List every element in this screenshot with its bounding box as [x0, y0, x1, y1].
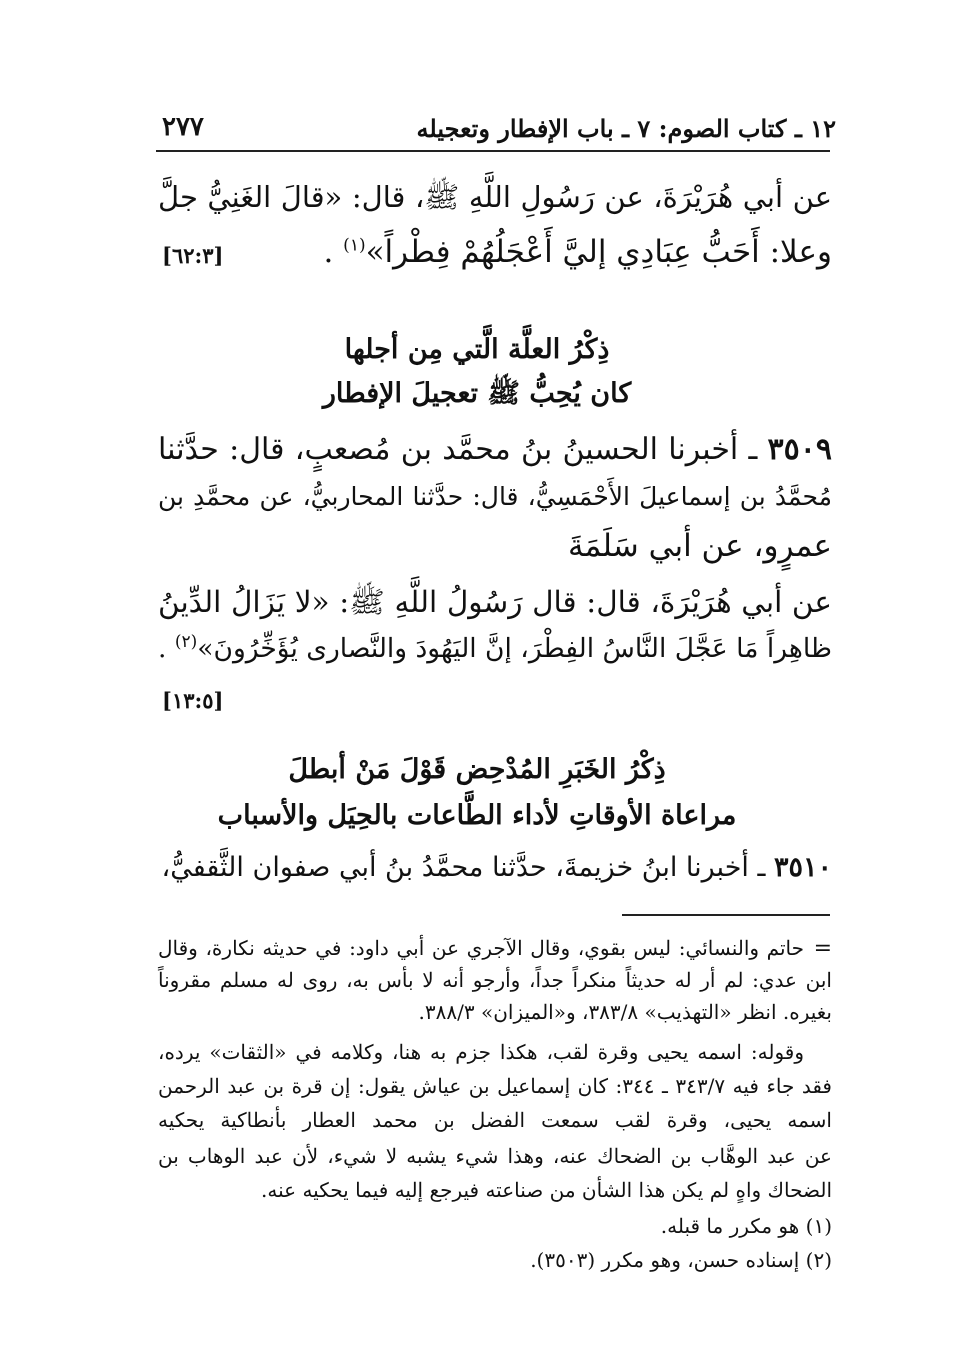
passage2-line2: ظاهِراً مَا عَجَّلَ النَّاسُ الفِطْرَ، إنَّ اليَهُودَ والنَّصارى يُؤَخِّرُونَ»$^{(٢)}$ . [158, 632, 832, 664]
footnote-p2-line1: وقوله: اسمه يحيى وقرة لقب، هكذا جزم به هنا، وكلامه في «الثقات» يرده، [158, 1040, 804, 1064]
reference-62-3: [٦٢:٣] [162, 243, 224, 268]
section-heading-2-line1: ذِكْرُ الخَبَرِ المُدْحِض قَوْلَ مَنْ أبطلَ [288, 754, 666, 785]
hadith-3509-line2: مُحمَّدُ بن إسماعيلَ الأَحْمَسِيُّ، قال: حدَّثنا المحاربيُّ، عن محمَّدِ بن [158, 482, 832, 511]
footnote-p2-line3: اسمه يحيى، وقرة لقب سمعت الفضل بن محمد العطار بأنطاكية يحكيه [158, 1108, 832, 1132]
chapter-header: ١٢ ـ كتاب الصوم: ٧ ـ باب الإفطار وتعجيله [416, 114, 836, 143]
footnote-p1-line1: حاتم والنسائي: ليس بقوي، وقال الآجري عن أبي داود: في حديثه نكارة، وقال [158, 936, 804, 960]
section-heading-2-line2: مراعاة الأوقاتِ لأداء الطَّاعات بالحِيَل والأسباب [217, 800, 737, 831]
footnote-p2-line2: فقد جاء فيه ٣٤٣/٧ ـ ٣٤٤: كان إسماعيل بن عياش يقول: إن قرة بن عبد الرحمن [158, 1074, 832, 1098]
hadith-3509-line1: ٣٥٠٩ ـ أخبرنا الحسينُ بنُ محمَّد بن مُصعبٍ، قال: حدَّثنا [158, 432, 832, 467]
hadith-3509-line3: عمرٍو، عن أبي سَلَمَةَ [567, 528, 832, 564]
section-heading-1-line1: ذِكْرُ العلَّة الَّتي مِن أجلها [344, 334, 610, 365]
footnote-p2-line4: عن عبد الوهَّاب بن الضحاك عنه، وهذا شيء يشبه لا شيء، لأن عبد الوهاب بن [158, 1144, 832, 1168]
hadith-number-3510: ٣٥١٠ [773, 852, 832, 883]
passage2-line1: عن أبي هُرَيْرَةَ، قال: قال رَسُولُ اللَّهِ ﷺ: «لا يَزَالُ الدِّينُ [158, 585, 832, 619]
footnote-ref-1: (١) [343, 235, 366, 256]
hadith-number-3509: ٣٥٠٩ [767, 432, 832, 467]
page-number: ٢٧٧ [162, 112, 204, 142]
footnote-p1-line2: ابن عدي: لم أر له حديثاً منكراً جداً، وأرجو أنه لا بأس به، روى له مسلم مقروناً [158, 968, 832, 992]
passage1-line2: وعلا: أَحَبُّ عِبَادِي إليَّ أَعْجَلُهُمْ فِطْراً»$^{(١)}$ . [323, 234, 832, 270]
header-rule [156, 150, 830, 152]
footnote-ref-2: (٢) [174, 632, 198, 652]
section-heading-1-line2: كان يُحِبُّ ﷺ تعجيلَ الإفطار [322, 378, 632, 409]
reference-13-5: [١٣:٥] [162, 688, 224, 713]
continuation-marker: = [813, 936, 832, 961]
footnote-2: (٢) إسناده حسن، وهو مكرر (٣٥٠٣). [530, 1248, 832, 1272]
footnote-1: (١) هو مكرر ما قبله. [660, 1214, 832, 1238]
passage1-text: وعلا: أَحَبُّ عِبَادِي إليَّ أَعْجَلُهُمْ فِطْراً» [365, 234, 832, 270]
passage1-line1: عن أبي هُرَيْرَةَ، عن رَسُولِ اللَّهِ ﷺ، قال: «قالَ الغَنِيُّ جلَّ [158, 180, 832, 214]
footnote-p2-line5: الضحاك واهٍ لم يكن هذا الشأن من صناعته فيرجع إليه فيما يحكيه عنه. [261, 1178, 832, 1202]
hadith-3510-line1: ٣٥١٠ ـ أخبرنا ابنُ خزيمةَ، حدَّثنا محمَّدُ بنُ أبي صفوان الثَّقفيُّ، [161, 852, 832, 883]
footnote-rule [622, 914, 830, 916]
footnote-p1-line3: بغيره. انظر «التهذيب» ٣٨٣/٨، و«الميزان» ٣٨٨/٣. [418, 1000, 832, 1024]
